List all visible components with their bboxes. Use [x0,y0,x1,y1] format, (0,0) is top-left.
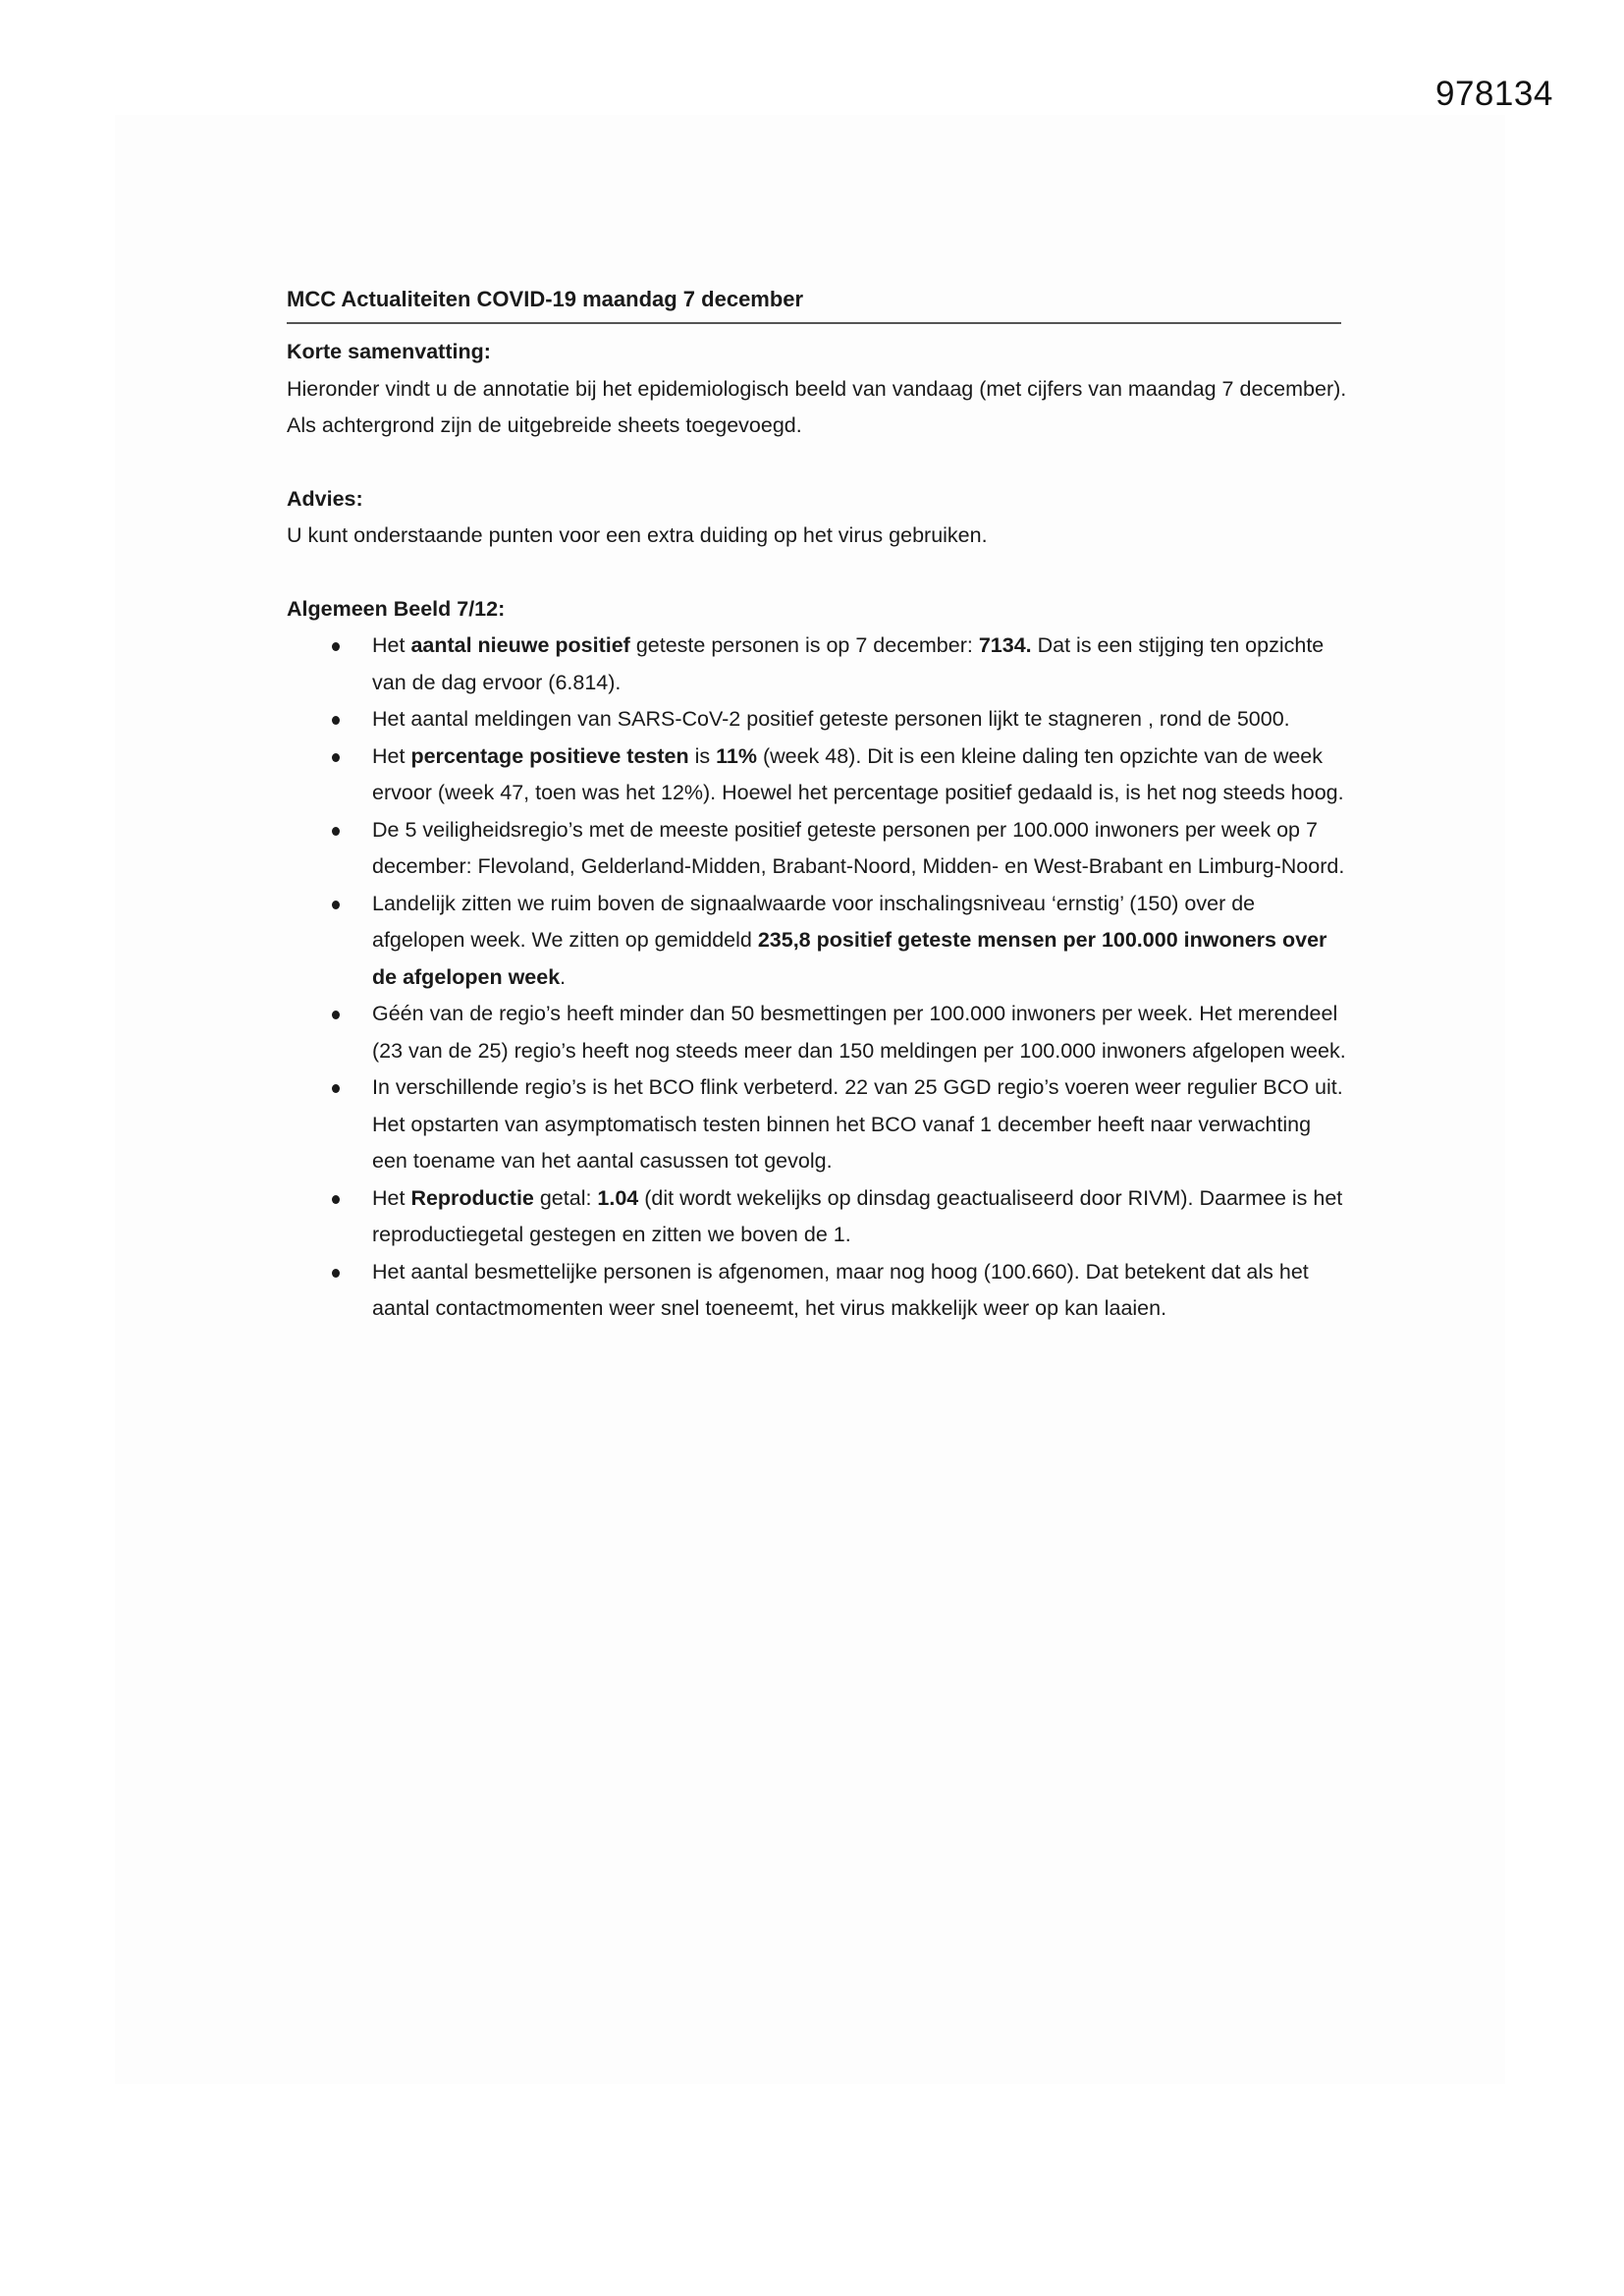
bullet-text-bold: 1.04 [597,1185,639,1210]
bullet-text: Het [372,633,411,657]
bullet-text: Landelijk zitten we ruim boven de signaalwaarde voor inschalingsniveau ‘ernstig’ (150) over de afgelopen week. We zitten op gemiddeld [372,891,1256,952]
bullet-text: (dit wordt wekelijks op dinsdag geactualiseerd door RIVM). Daarmee is het reproductiegetal gestegen en zitten we boven de 1. [372,1185,1343,1246]
document-id: 978134 [1435,75,1553,113]
bullet-text: Het [372,1185,411,1210]
spacer [287,555,1347,591]
bullet-text: In verschillende regio’s is het BCO flink verbeterd. 22 van 25 GGD regio’s voeren weer regulier BCO uit. Het opstarten van asymptomatisch testen binnen het BCO vanaf 1 december heeft naar verwachting een toename van het aantal casussen tot gevolg. [372,1075,1343,1173]
bullet-item [287,1180,1347,1254]
summary-section [287,334,1347,445]
bullet-item [287,812,1347,886]
bullet-icon [332,642,340,651]
summary-heading: Korte samenvatting: [287,340,491,363]
advice-heading: Advies: [287,486,363,511]
bullet-text: (week 48). Dit is een kleine daling ten opzichte van de week ervoor (week 47, toen was het 12%). Hoewel het percentage positief gedaald is, is het nog steeds hoog. [372,743,1344,804]
bullet-text: De 5 veiligheidsregio’s met de meeste positief geteste personen per 100.000 inwoners per week op 7 december: Flevoland, Gelderland-Midden, Brabant-Noord, Midden- en West-Brabant en Limburg-Noord. [372,817,1345,878]
bullet-text: Het aantal meldingen van SARS-CoV-2 positief geteste personen lijkt te stagneren , rond de 5000. [372,707,1290,731]
bullet-text-bold: aantal nieuwe positief [410,633,630,657]
advice-section [287,481,1347,555]
bullet-item [287,1069,1347,1180]
bullet-item [287,1254,1347,1328]
bullet-text: Het [372,743,411,768]
document-title: MCC Actualiteiten COVID-19 maandag 7 december [287,285,1341,324]
bullet-text-bold: 7134. [978,633,1032,657]
bullet-item [287,701,1347,738]
document-body [287,285,1347,1328]
overview-section [287,591,1347,1328]
bullet-text: Het aantal besmettelijke personen is afgenomen, maar nog hoog (100.660). Dat betekent dat als het aantal contactmomenten weer snel toeneemt, het virus makkelijk weer op kan laaien. [372,1259,1309,1320]
bullet-text-bold: percentage positieve testen [410,743,689,768]
bullet-item [287,738,1347,812]
bullet-item [287,886,1347,997]
spacer [287,445,1347,481]
bullet-text: getal: [533,1185,598,1210]
bullet-icon [332,827,340,836]
bullet-text-bold: 11% [716,743,757,768]
bullet-text: Géén van de regio’s heeft minder dan 50 besmettingen per 100.000 inwoners per week. Het merendeel (23 van de 25) regio’s heeft nog steeds meer dan 150 meldingen per 100.000 inwoners afgelopen week. [372,1002,1346,1063]
bullet-item [287,996,1347,1069]
summary-text: Hieronder vindt u de annotatie bij het epidemiologisch beeld van vandaag (met cijfers van maandag 7 december). Als achtergrond zijn de uitgebreide sheets toegevoegd. [287,376,1347,437]
bullet-icon [332,716,340,725]
spacer [287,324,1347,334]
overview-bullet-list [287,628,1347,1328]
bullet-icon [332,1269,340,1278]
overview-heading: Algemeen Beeld 7/12: [287,596,506,621]
bullet-icon [332,1011,340,1019]
bullet-text-bold: 235,8 positief geteste mensen per 100.000 inwoners over de afgelopen week [372,928,1327,989]
bullet-icon [332,753,340,762]
bullet-text: geteste personen is op 7 december: [629,633,979,657]
bullet-text: . [560,964,567,989]
bullet-item [287,628,1347,701]
advice-text: U kunt onderstaande punten voor een extra duiding op het virus gebruiken. [287,523,988,547]
bullet-text-bold: Reproductie [410,1185,534,1210]
bullet-icon [332,1084,340,1093]
bullet-icon [332,901,340,909]
bullet-text: is [688,743,717,768]
bullet-icon [332,1195,340,1204]
bullet-text: Dat is een stijging ten opzichte van de dag ervoor (6.814). [372,633,1325,694]
